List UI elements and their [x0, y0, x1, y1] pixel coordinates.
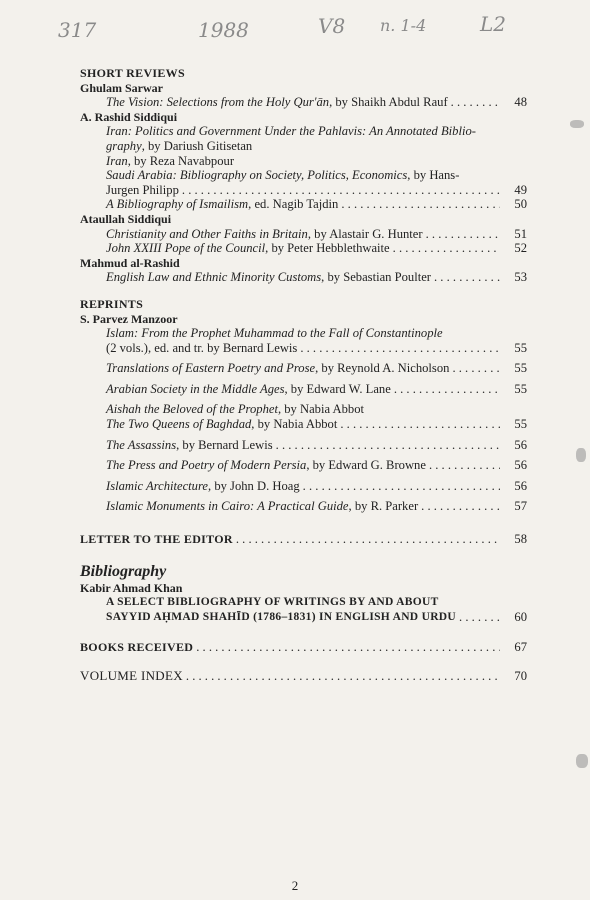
toc-entry[interactable]	[80, 227, 527, 242]
book-author: , by Shaikh Abdul Rauf	[329, 95, 448, 110]
page-footer-number: 2	[291, 878, 299, 893]
book-title: John XXIII Pope of the Council	[106, 241, 266, 256]
book-title: Translations of Eastern Poetry and Prose	[106, 361, 316, 376]
reviewer-name: Mahmud al-Rashid	[80, 255, 180, 270]
page-number: 55	[514, 340, 527, 355]
leader-dots	[421, 499, 500, 514]
book-title: Iran: Politics and Government Under the Pahlavis: An Annotated Biblio-	[106, 124, 476, 139]
bibliography-entry-line: SAYYID AḤMAD SHAHĪD (1786–1831) IN ENGLISH AND URDU	[106, 610, 457, 623]
scan-smudge	[576, 448, 586, 462]
book-author: , by Reynold A. Nicholson	[315, 361, 450, 376]
section-heading-letter: LETTER TO THE EDITOR	[80, 532, 233, 547]
book-title: The Vision: Selections from the Holy Qur'ān	[106, 95, 330, 110]
author-name: Kabir Ahmad Khan	[80, 580, 183, 595]
book-author: , by Peter Hebblethwaite	[265, 241, 390, 256]
book-author: , ed. Nagib Tajdin	[248, 197, 339, 212]
book-author: , by Dariush Gitisetan	[141, 138, 253, 153]
leader-dots	[186, 669, 500, 684]
page-number: 50	[514, 197, 527, 212]
leader-dots	[452, 361, 500, 376]
toc-entry-line	[80, 139, 527, 154]
leader-dots	[340, 417, 500, 432]
toc-entry-line	[80, 124, 527, 139]
leader-dots	[196, 640, 500, 655]
handwritten-annotations	[0, 12, 590, 52]
book-author: (2 vols.), ed. and tr. by Bernard Lewis	[106, 340, 298, 355]
book-title: The Press and Poetry of Modern Persia	[106, 458, 307, 473]
leader-dots	[426, 227, 500, 242]
book-author: , by Nabia Abbot	[251, 417, 338, 432]
book-title: Saudi Arabia: Bibliography on Society, Politics, Economics	[106, 168, 408, 183]
book-author: , by Bernard Lewis	[176, 437, 273, 452]
toc-entry[interactable]	[80, 458, 527, 473]
leader-dots	[393, 241, 500, 256]
toc-entry[interactable]	[80, 270, 527, 285]
toc-entry[interactable]	[80, 183, 527, 198]
book-author: , by Alastair G. Hunter	[307, 226, 423, 241]
reviewer-name: Ataullah Siddiqui	[80, 211, 172, 226]
leader-dots	[429, 458, 500, 473]
toc-entry[interactable]	[80, 610, 527, 625]
book-title: Christianity and Other Faiths in Britain	[106, 226, 308, 241]
toc-entry-volume-index[interactable]	[80, 669, 527, 684]
toc-entry[interactable]	[80, 382, 527, 397]
leader-dots	[182, 183, 500, 198]
leader-dots	[459, 610, 500, 625]
section-heading-volume-index: VOLUME INDEX	[80, 668, 183, 683]
book-title: Aishah the Beloved of the Prophet	[106, 402, 278, 417]
page-number: 56	[514, 437, 527, 452]
toc-entry-line	[80, 326, 527, 341]
page-number: 67	[514, 640, 527, 655]
toc-entry[interactable]	[80, 479, 527, 494]
handwritten-note: L2	[480, 12, 507, 36]
book-author: , by Nabia Abbot	[277, 402, 364, 417]
page-number: 56	[514, 458, 527, 473]
toc-entry[interactable]	[80, 197, 527, 212]
toc-entry-letter[interactable]	[80, 532, 527, 547]
toc-entry[interactable]	[80, 241, 527, 256]
leader-dots	[300, 341, 500, 356]
toc-entry[interactable]	[80, 95, 527, 110]
page-number: 58	[514, 532, 527, 547]
scan-smudge	[570, 120, 584, 128]
leader-dots	[303, 479, 500, 494]
book-title: The Assassins	[106, 437, 177, 452]
page-number: 60	[514, 609, 527, 624]
section-heading-bibliography: Bibliography	[80, 562, 167, 580]
book-author: , by Reza Navabpour	[127, 153, 235, 168]
toc-entry[interactable]	[80, 438, 527, 453]
scan-smudge	[576, 754, 588, 768]
page-number: 57	[514, 499, 527, 514]
section-heading-short-reviews: SHORT REVIEWS	[80, 66, 185, 80]
toc-entry-line	[80, 154, 527, 169]
toc-entry[interactable]	[80, 361, 527, 376]
toc-entry[interactable]	[80, 417, 527, 432]
page-number: 48	[514, 95, 527, 110]
handwritten-note: 1988	[198, 18, 249, 42]
toc-entry-line	[80, 168, 527, 183]
reviewer-name: A. Rashid Siddiqui	[80, 109, 178, 124]
leader-dots	[451, 95, 500, 110]
leader-dots	[394, 382, 500, 397]
book-title: Arabian Society in the Middle Ages	[106, 381, 285, 396]
leader-dots	[434, 270, 500, 285]
page-number: 55	[514, 361, 527, 376]
reviewer-name: Ghulam Sarwar	[80, 80, 164, 95]
book-title: Islamic Architecture	[106, 478, 209, 493]
book-author: , by Sebastian Poulter	[321, 270, 431, 285]
handwritten-note: n. 1-4	[380, 16, 427, 35]
book-title: graphy	[106, 138, 142, 153]
book-author: Jurgen Philipp	[106, 182, 179, 197]
leader-dots	[276, 438, 500, 453]
handwritten-note: V8	[318, 14, 346, 38]
table-of-contents	[80, 66, 527, 684]
toc-entry[interactable]	[80, 341, 527, 356]
book-author: , by Edward G. Browne	[306, 458, 426, 473]
book-title: A Bibliography of Ismailism	[106, 197, 249, 212]
book-title: Iran	[106, 153, 128, 168]
book-title: English Law and Ethnic Minority Customs	[106, 270, 322, 285]
book-author: , by Hans-	[407, 168, 460, 183]
section-heading-books-received: BOOKS RECEIVED	[80, 640, 194, 655]
leader-dots	[236, 532, 500, 547]
leader-dots	[341, 197, 500, 212]
page-number: 53	[514, 270, 527, 285]
book-author: , by Edward W. Lane	[284, 381, 391, 396]
toc-entry-books-received[interactable]	[80, 640, 527, 655]
page-number: 56	[514, 478, 527, 493]
page-number: 70	[514, 669, 527, 683]
toc-entry-line	[80, 402, 527, 417]
page-number: 55	[514, 381, 527, 396]
book-title: Islam: From the Prophet Muhammad to the Fall of Constantinople	[106, 326, 443, 341]
page-number: 55	[514, 417, 527, 432]
page-number: 52	[514, 241, 527, 256]
handwritten-note: 317	[58, 18, 97, 42]
page-number: 49	[514, 182, 527, 197]
book-author: , by R. Parker	[348, 499, 419, 514]
bibliography-entry-line: A SELECT BIBLIOGRAPHY OF WRITINGS BY AND ABOUT	[106, 596, 439, 609]
book-title: Islamic Monuments in Cairo: A Practical Guide	[106, 499, 349, 514]
book-title: The Two Queens of Baghdad	[106, 417, 252, 432]
section-heading-reprints: REPRINTS	[80, 296, 144, 311]
book-author: , by John D. Hoag	[208, 478, 300, 493]
toc-entry[interactable]	[80, 499, 527, 514]
reviewer-name: S. Parvez Manzoor	[80, 311, 178, 326]
page-number: 51	[514, 226, 527, 241]
